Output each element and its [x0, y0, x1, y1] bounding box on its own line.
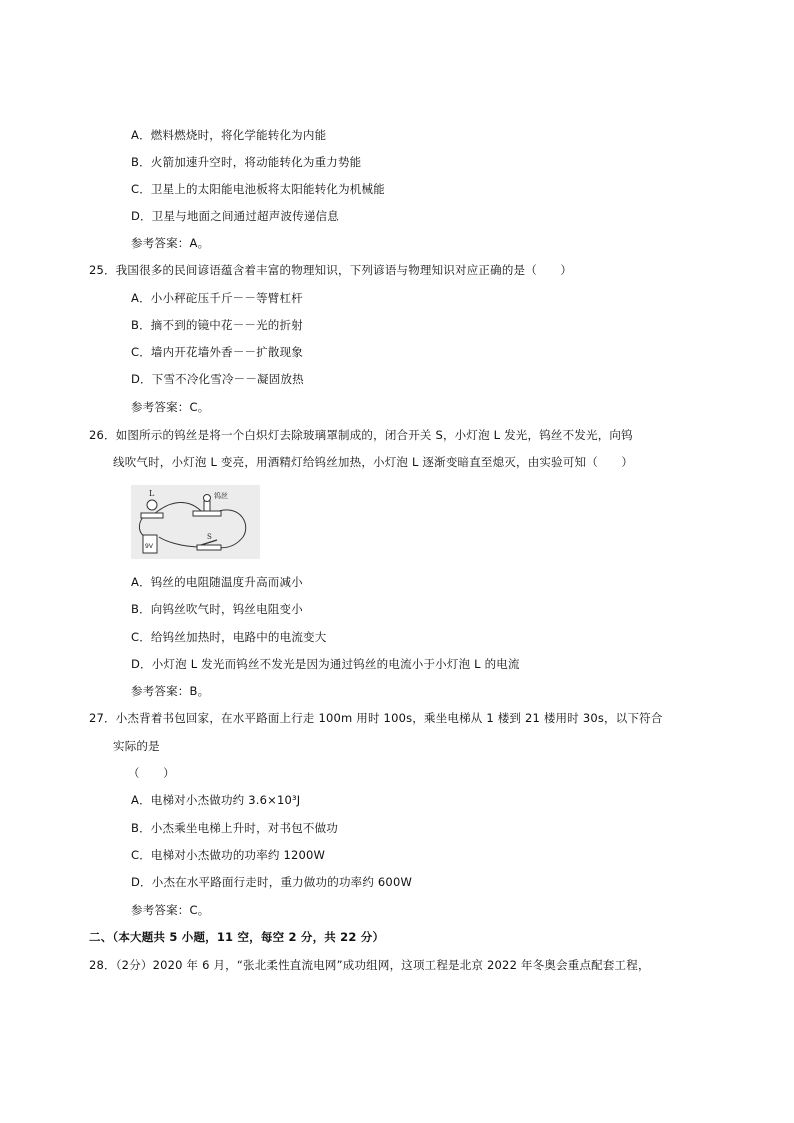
battery-label: 9V — [145, 543, 153, 550]
q26-stem-line1: 26．如图所示的钨丝是将一个白炽灯去除玻璃罩制成的，闭合开关 S，小灯泡 L 发光，钨丝不发光，向钨 — [89, 428, 633, 442]
q26-stem-line2: 线吹气时，小灯泡 L 变亮，用酒精灯给钨丝加热，小灯泡 L 逐渐变暗直至熄灭，由实验可知（ ） — [113, 455, 634, 469]
wire-label: 钨丝 — [214, 492, 228, 500]
circuit-diagram — [131, 485, 260, 559]
lamp-base — [141, 513, 163, 518]
q24-option-c: C．卫星上的太阳能电池板将太阳能转化为机械能 — [131, 182, 385, 196]
wire-holder-base — [193, 511, 221, 516]
switch-label: S — [207, 533, 212, 541]
q27-option-a: A．电梯对小杰做功约 3.6×10³J — [131, 793, 301, 807]
circuit-figure — [131, 485, 260, 559]
q26-answer: 参考答案：B。 — [131, 684, 210, 698]
q27-stem-line3: （ ） — [128, 766, 175, 780]
q24-option-a: A．燃料燃烧时，将化学能转化为内能 — [131, 128, 327, 142]
q26-option-a: A．钨丝的电阻随温度升高而减小 — [131, 575, 303, 589]
switch-base — [197, 545, 221, 550]
q27-option-c: C．电梯对小杰做功的功率约 1200W — [131, 848, 326, 862]
lamp-label: L — [149, 489, 155, 498]
q25-option-a: A．小小秤砣压千斤－－等臂杠杆 — [131, 291, 303, 305]
q27-option-d: D．小杰在水平路面行走时，重力做功的功率约 600W — [131, 875, 413, 889]
wire-left — [139, 517, 145, 537]
q25-option-c: C．墙内开花墙外香－－扩散现象 — [131, 345, 304, 359]
q28-stem-line1: 28．（2分）2020 年 6 月，“张北柔性直流电网”成功组网，这项工程是北京 2022 年冬奥会重点配套工程， — [89, 958, 650, 972]
q24-option-d: D．卫星与地面之间通过超声波传递信息 — [131, 209, 339, 223]
q25-option-b: B．摘不到的镜中花－－光的折射 — [131, 318, 303, 332]
q26-option-c: C．给钨丝加热时，电路中的电流变大 — [131, 630, 327, 644]
q26-option-b: B．向钨丝吹气时，钨丝电阻变小 — [131, 602, 303, 616]
q26-option-d: D．小灯泡 L 发光而钨丝不发光是因为通过钨丝的电流小于小灯泡 L 的电流 — [131, 657, 520, 671]
q25-answer: 参考答案：C。 — [131, 400, 210, 414]
q27-stem-line1: 27．小杰背着书包回家，在水平路面上行走 100m 用时 100s，乘坐电梯从 1 楼到 21 楼用时 30s，以下符合 — [89, 711, 663, 725]
q25-option-d: D．下雪不冷化雪冷－－凝固放热 — [131, 372, 304, 386]
wire-bottom — [159, 537, 201, 547]
q24-option-b: B．火箭加速升空时，将动能转化为重力势能 — [131, 155, 362, 169]
q27-stem-line2: 实际的是 — [113, 739, 160, 753]
section-2-title: 二、（本大题共 5 小题，11 空，每空 2 分，共 22 分） — [89, 930, 385, 944]
q25-stem: 25．我国很多的民间谚语蕴含着丰富的物理知识，下列谚语与物理知识对应正确的是（ ） — [89, 263, 573, 277]
q27-answer: 参考答案：C。 — [131, 903, 210, 917]
lamp-bulb-icon — [147, 500, 157, 510]
q27-option-b: B．小杰乘坐电梯上升时，对书包不做功 — [131, 821, 338, 835]
tungsten-coil-icon — [204, 495, 211, 502]
wire-holder-post — [204, 501, 210, 511]
q24-answer: 参考答案：A。 — [131, 236, 210, 250]
